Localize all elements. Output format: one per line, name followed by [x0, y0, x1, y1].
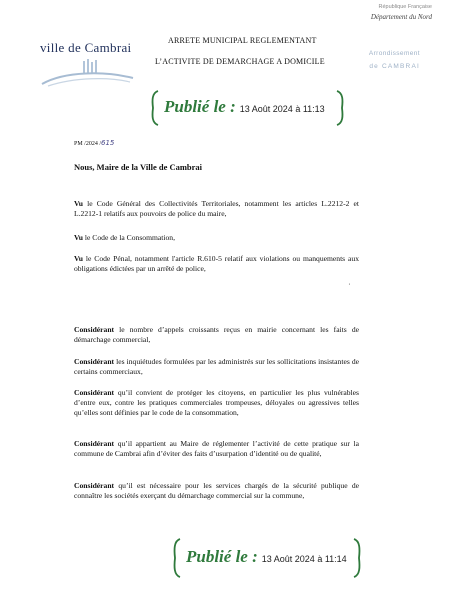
- stamp-bottom-text: [186, 547, 347, 567]
- vu-text: le Code de la Consommation,: [83, 233, 175, 242]
- departement-label: Département du Nord: [370, 13, 432, 21]
- considerant-text: qu’il convient de protéger les citoyens, en particulier les plus vulnérables d’entre eux, contre les pratiques commerciales trompeuses, déloyales ou agressives telles qu’elles sont définies par le code de la consommation,: [74, 388, 359, 418]
- vu-paragraph: [74, 254, 359, 274]
- stamp-top-label: Publié le :: [164, 97, 236, 116]
- considerant-paragraph: [74, 439, 359, 459]
- published-stamp-bottom: [172, 538, 362, 578]
- city-logo: [40, 40, 135, 87]
- reference-handwritten-number: 615: [101, 139, 115, 147]
- decree-title-line1: ARRETE MUNICIPAL REGLEMENTANT: [168, 36, 317, 45]
- considerant-text: qu’il appartient au Maire de réglementer l’activité de cette pratique sur la commune de Cambrai afin d’éviter des faits d’usurpation d’identité ou de qualité,: [74, 439, 359, 459]
- considerant-lead: Considérant: [74, 439, 115, 448]
- decree-reference: [74, 139, 114, 147]
- considerant-paragraph: [74, 481, 359, 501]
- logo-swoosh-icon: [40, 57, 135, 87]
- stamp-top-date: 13 Août 2024 à 11:13: [239, 104, 325, 114]
- considerant-text: qu’il est nécessaire pour les services chargés de la sécurité publique de connaître les sociétés exerçant du démarchage commercial sur la commune,: [74, 481, 359, 501]
- reference-prefix: PM /2024 /: [74, 141, 102, 147]
- stamp-bottom-date: 13 Août 2024 à 11:14: [261, 554, 347, 564]
- vu-lead: Vu: [74, 199, 84, 208]
- vu-text: le Code Général des Collectivités Territoriales, notamment les articles L.2212-2 et L.2212-1 relatifs aux pouvoirs de police du maire,: [74, 199, 359, 219]
- published-stamp-top: [150, 90, 345, 126]
- vu-text: le Code Pénal, notamment l'article R.610-5 relatif aux violations ou manquements aux obligations édictées par un arrêté de police,: [74, 254, 359, 274]
- stamp-right-bracket-icon: [335, 90, 345, 126]
- vu-paragraph: [74, 233, 359, 243]
- logo-text: ville de Cambrai: [40, 40, 132, 55]
- stamp-bottom-label: Publié le :: [186, 547, 258, 566]
- stamp-right-bracket-icon: [352, 538, 362, 578]
- vu-lead: Vu: [74, 233, 84, 242]
- vu-paragraph: [74, 199, 359, 219]
- considerant-paragraph: [74, 357, 359, 377]
- arrondissement-label: Arrondissement: [368, 50, 420, 57]
- vu-lead: Vu: [74, 254, 84, 263]
- considerant-lead: Considérant: [74, 481, 115, 490]
- stamp-top-text: [164, 97, 325, 117]
- republique-francaise-label: République Française: [378, 4, 432, 10]
- considerant-text: le nombre d’appels croissants reçus en mairie concernant les faits de démarchage commercial,: [74, 325, 359, 345]
- considerant-lead: Considérant: [74, 388, 115, 397]
- considerant-paragraph: [74, 325, 359, 345]
- arrondissement-name: de CAMBRAI: [369, 63, 420, 70]
- stray-mark: ˙: [348, 282, 351, 291]
- considerant-paragraph: [74, 388, 359, 419]
- considerant-lead: Considérant: [74, 357, 115, 366]
- stamp-left-bracket-icon: [150, 90, 160, 126]
- decree-title-line2: L’ACTIVITE DE DEMARCHAGE A DOMICILE: [155, 57, 325, 66]
- considerant-lead: Considérant: [74, 325, 115, 334]
- greeting-heading: Nous, Maire de la Ville de Cambrai: [74, 162, 203, 172]
- stamp-left-bracket-icon: [172, 538, 182, 578]
- considerant-text: les inquiétudes formulées par les administrés sur les sollicitations insistantes de certains commerciaux,: [74, 357, 359, 377]
